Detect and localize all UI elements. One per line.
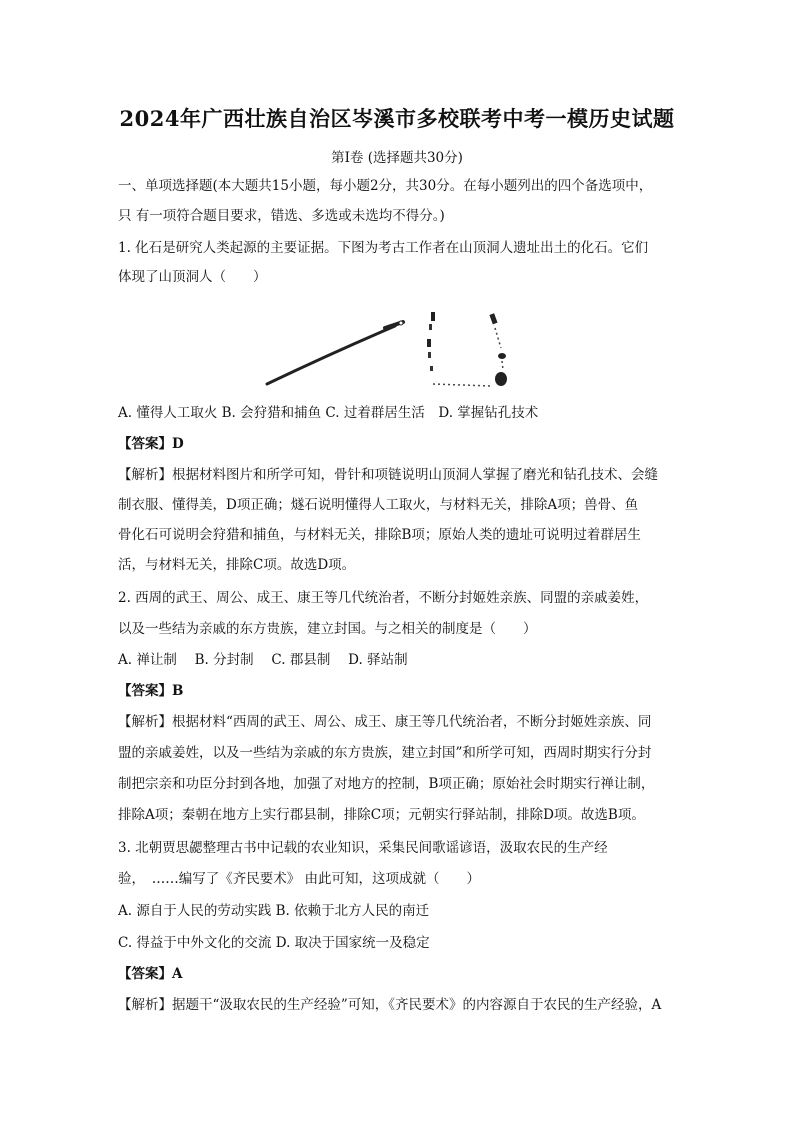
q2-analysis-line: 【解析】根据材料“西周的武王、周公、成王、康王等几代统治者，不断分封姬姓亲族、同 [118,714,652,730]
q3-option-line: A. 源自于人民的劳动实践 B. 依赖于北方人民的南迁 [118,903,430,919]
q3-answer: 【答案】A [118,966,183,982]
q1-stem-line: 1. 化石是研究人类起源的主要证据。下图为考古工作者在山顶洞人遗址出土的化石。它们 [118,240,649,256]
q3-stem-line: 验， ……编写了《齐民要术》 由此可知，这项成就（ ） [118,871,481,887]
q1-analysis-line: 【解析】根据材料图片和所学可知，骨针和项链说明山顶洞人掌握了磨光和钻孔技术、会缝 [118,467,658,483]
q2-analysis-line: 盟的亲戚姜姓，以及一些结为亲戚的东方贵族，建立封国”和所学可知，西周时期实行分封 [118,745,652,761]
q1-analysis-line: 活，与材料无关，排除C项。故选D项。 [118,557,356,573]
fossil-figure [255,306,535,398]
q2-stem-line: 以及一些结为亲戚的东方贵族，建立封国。与之相关的制度是（ ） [118,621,537,637]
necklace-image [427,312,507,386]
q2-options: A. 禅让制 B. 分封制 C. 郡县制 D. 驿站制 [118,652,408,668]
q1-analysis-line: 制衣服、懂得美，D项正确；燧石说明懂得人工取火，与材料无关，排除A项；兽骨、鱼 [118,497,639,513]
q1-stem-line: 体现了山顶洞人（ ） [118,269,267,285]
q2-answer: 【答案】B [118,683,184,699]
q2-stem-line: 2. 西周的武王、周公、成王、康王等几代统治者，不断分封姬姓亲族、同盟的亲戚姜姓， [118,590,649,606]
q1-analysis-line: 骨化石可说明会狩猎和捕鱼，与材料无关，排除B项；原始人类的遗址可说明过着群居生 [118,527,641,543]
section-intro-line: 只 有一项符合题目要求，错选、多选或未选均不得分。) [118,208,445,224]
section-intro-line: 一、单项选择题(本大题共15小题，每小题2分，共30分。在每小题列出的四个备选项中， [118,178,653,194]
q3-stem-line: 3. 北朝贾思勰整理古书中记载的农业知识，采集民间歌谣谚语，汲取农民的生产经 [118,840,608,856]
q1-answer: 【答案】D [118,436,184,452]
q2-analysis-line: 制把宗亲和功臣分封到各地，加强了对地方的控制，B项正确；原始社会时期实行禅让制， [118,776,655,792]
page-title: 2024年广西壮族自治区岑溪市多校联考中考一模历史试题 [119,106,675,131]
bone-needle-image [267,321,403,384]
q3-option-line: C. 得益于中外文化的交流 D. 取决于国家统一及稳定 [118,935,430,951]
q2-analysis-line: 排除A项；秦朝在地方上实行郡县制，排除C项；元朝实行驿站制，排除D项。故选B项。 [118,807,645,823]
q1-options: A. 懂得人工取火 B. 会狩猎和捕鱼 C. 过着群居生活 D. 掌握钻孔技术 [118,405,539,421]
q3-analysis-line: 【解析】据题干“汲取农民的生产经验”可知，《齐民要术》的内容源自于农民的生产经验，A [118,997,662,1013]
section-subtitle: 第Ⅰ卷 (选择题共30分) [331,150,463,166]
